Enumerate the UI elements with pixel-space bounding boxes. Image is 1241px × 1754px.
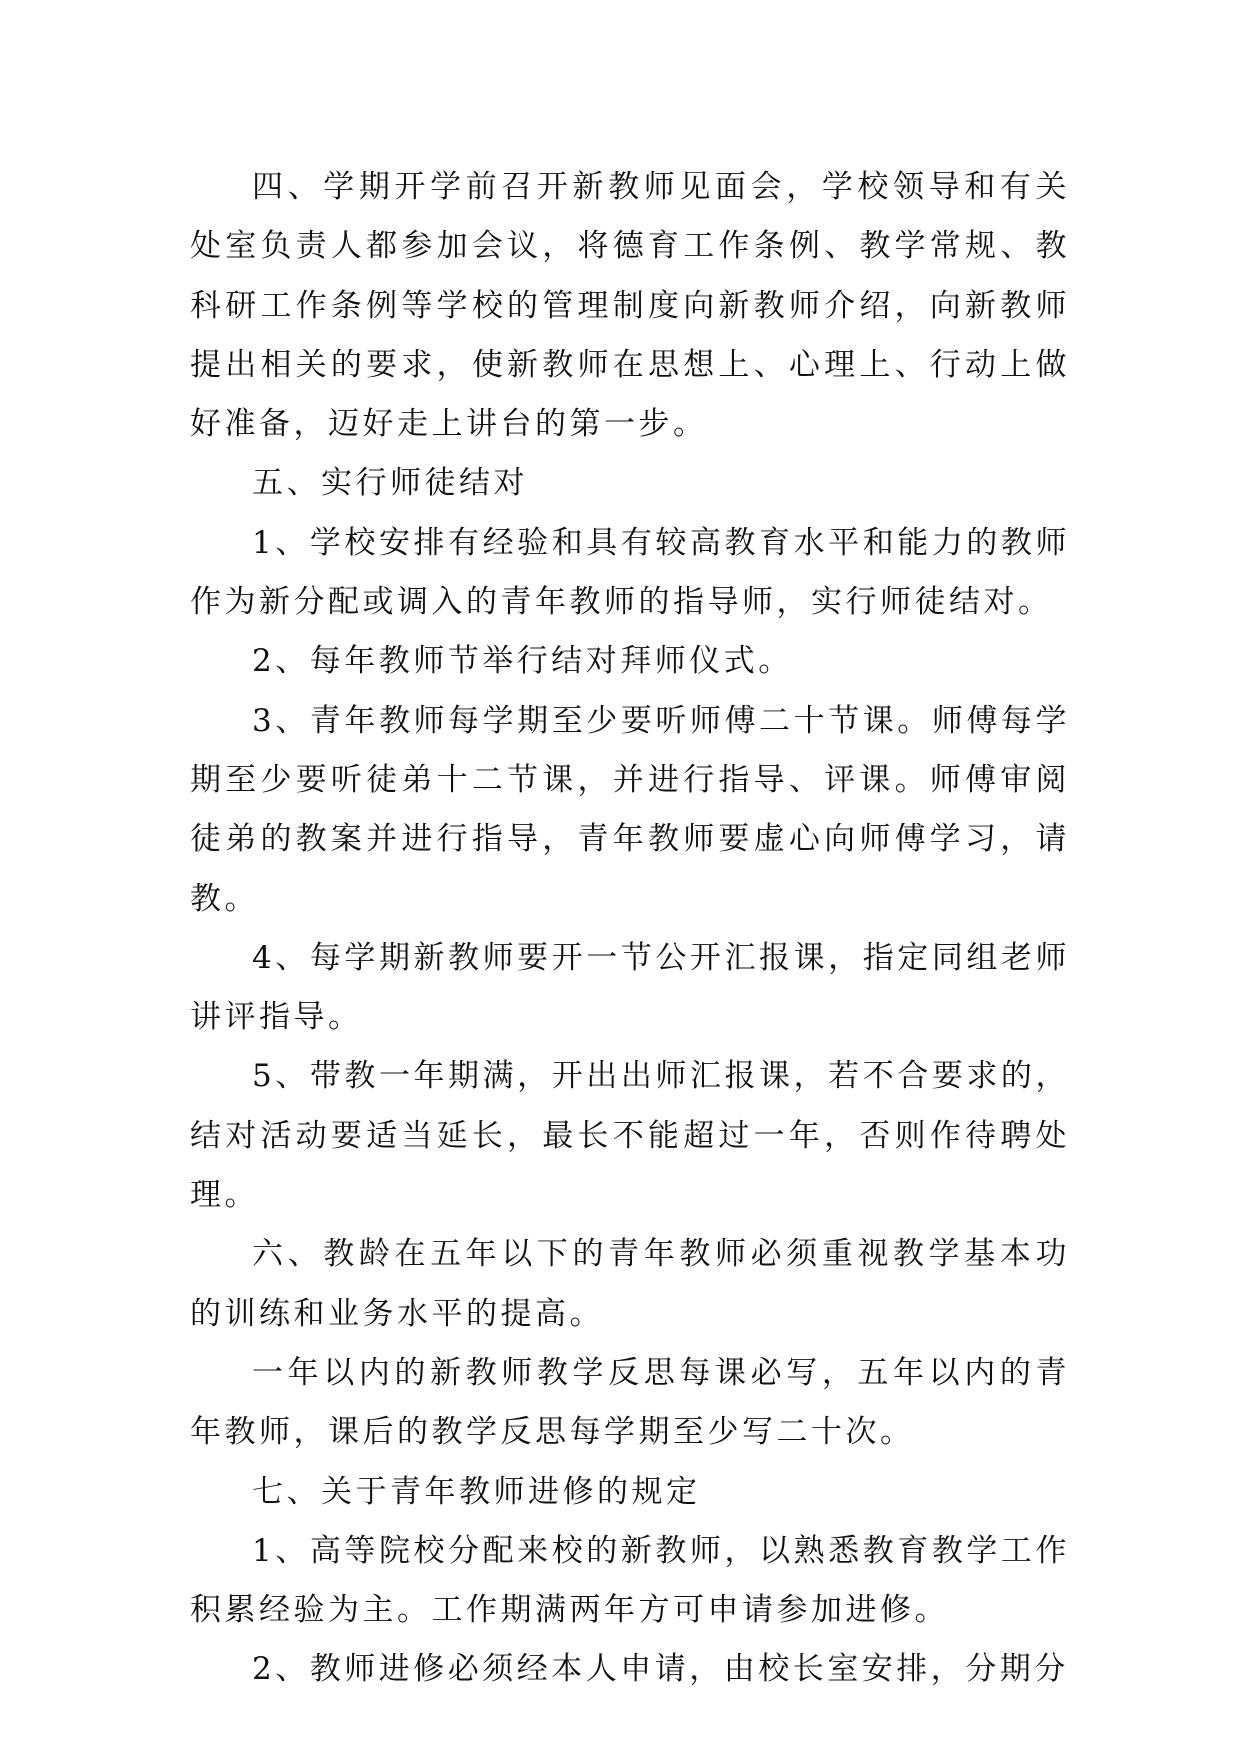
paragraph-young-teacher-skills: 六、教龄在五年以下的青年教师必须重视教学基本功的训练和业务水平的提高。 (190, 1236, 1070, 1332)
document-body (190, 158, 1070, 1700)
paragraph-new-teacher-meeting: 四、学期开学前召开新教师见面会，学校领导和有关处室负责人都参加会议，将德育工作条例、教学常规、教科研工作条例等学校的管理制度向新教师介绍，向新教师提出相关的要求，使新教师在思想上、心理上、行动上做好准备，迈好走上讲台的第一步。 (190, 169, 1070, 443)
paragraph-mentorship-completion: 5、带教一年期满，开出出师汇报课，若不合要求的，结对活动要适当延长，最长不能超过一年，否则作待聘处理。 (190, 1058, 1070, 1214)
paragraph-open-lesson: 4、每学期新教师要开一节公开汇报课，指定同组老师讲评指导。 (190, 939, 1070, 1036)
paragraph-study-application: 2、教师进修必须经本人申请，由校长室安排，分期分 (252, 1651, 1069, 1688)
paragraph-pairing-ceremony: 2、每年教师节举行结对拜师仪式。 (252, 643, 793, 680)
paragraph-mentor-assignment: 1、学校安排有经验和具有较高教育水平和能力的教师作为新分配或调入的青年教师的指导师，实行师徒结对。 (190, 524, 1070, 621)
heading-mentorship-pairing: 五、实行师徒结对 (252, 465, 528, 502)
paragraph-graduate-teachers: 1、高等院校分配来校的新教师，以熟悉教育教学工作积累经验为主。工作期满两年方可申请参加进修。 (190, 1532, 1070, 1629)
paragraph-teaching-reflection: 一年以内的新教师教学反思每课必写，五年以内的青年教师，课后的教学反思每学期至少写二十次。 (190, 1354, 1070, 1451)
paragraph-class-observation: 3、青年教师每学期至少要听师傅二十节课。师傅每学期至少要听徒弟十二节课，并进行指导、评课。师傅审阅徒弟的教案并进行指导，青年教师要虚心向师傅学习，请教。 (190, 702, 1070, 917)
heading-further-study-rules: 七、关于青年教师进修的规定 (252, 1473, 701, 1510)
